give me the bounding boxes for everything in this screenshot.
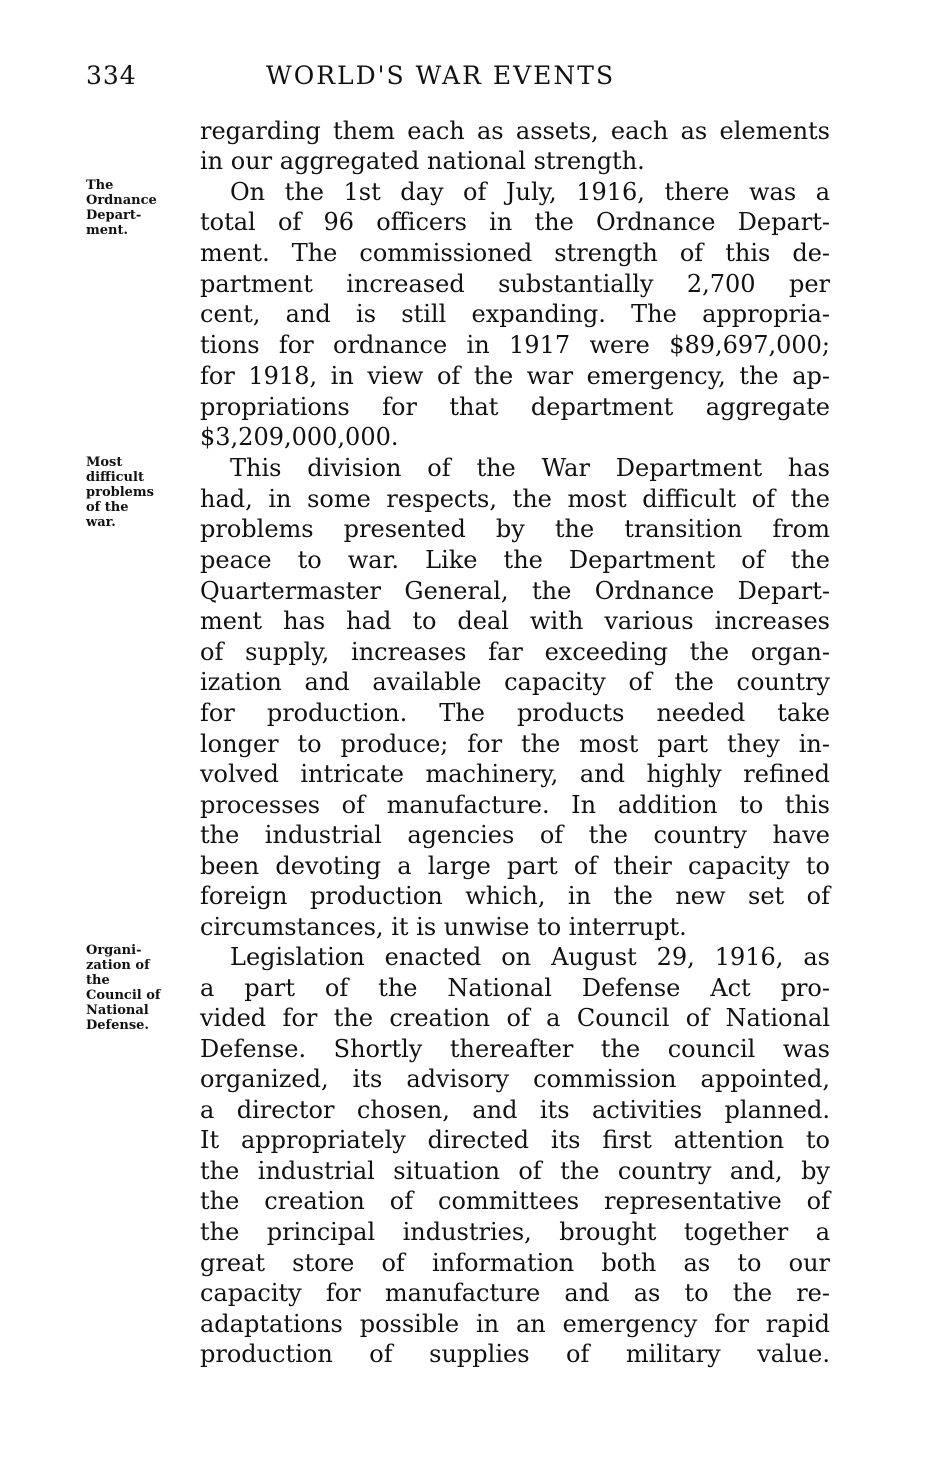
- body-line: had, in some respects, the most difficult of the: [200, 485, 830, 513]
- body-line: Legislation enacted on August 29, 1916, as: [230, 943, 830, 971]
- body-line: propriations for that department aggregate: [200, 393, 830, 421]
- body-line: tions for ordnance in 1917 were $89,697,000;: [200, 331, 830, 359]
- page-number: 334: [86, 61, 137, 90]
- body-line: cent, and is still expanding. The appropria-: [200, 300, 830, 328]
- body-line: On the 1st day of July, 1916, there was a: [230, 178, 830, 206]
- body-line: total of 96 officers in the Ordnance Depart-: [200, 208, 830, 236]
- body-line: peace to war. Like the Department of the: [200, 546, 830, 574]
- body-line: vided for the creation of a Council of National: [200, 1004, 830, 1032]
- margin-note-difficult-problems: Most difficult problems of the war.: [86, 455, 154, 530]
- body-line: organized, its advisory commission appointed,: [200, 1065, 830, 1093]
- page-header: [86, 58, 836, 94]
- body-line: the principal industries, brought together a: [200, 1218, 830, 1246]
- body-line: $3,209,000,000.: [200, 423, 399, 451]
- body-line: adaptations possible in an emergency for rapid: [200, 1310, 830, 1338]
- body-line: Defense. Shortly thereafter the council was: [200, 1035, 830, 1063]
- body-line: capacity for manufacture and as to the re-: [200, 1279, 830, 1307]
- margin-note-council-defense: Organi- zation of the Council of National Defense.: [86, 943, 161, 1033]
- body-line: This division of the War Department has: [230, 454, 830, 482]
- body-line: ment has had to deal with various increases: [200, 607, 830, 635]
- body-line: circumstances, it is unwise to interrupt.: [200, 913, 687, 941]
- running-title: WORLD'S WAR EVENTS: [266, 61, 616, 90]
- body-line: for 1918, in view of the war emergency, the ap-: [200, 362, 830, 390]
- body-line: ization and available capacity of the country: [200, 668, 830, 696]
- body-line: been devoting a large part of their capacity to: [200, 852, 830, 880]
- body-line: partment increased substantially 2,700 per: [200, 270, 830, 298]
- body-line: It appropriately directed its first attention to: [200, 1126, 830, 1154]
- body-line: problems presented by the transition from: [200, 515, 830, 543]
- body-line: foreign production which, in the new set of: [200, 882, 830, 910]
- body-line: regarding them each as assets, each as elements: [200, 117, 830, 145]
- body-line: in our aggregated national strength.: [200, 147, 645, 175]
- body-line: for production. The products needed take: [200, 699, 830, 727]
- body-line: Quartermaster General, the Ordnance Depart-: [200, 577, 830, 605]
- body-line: the industrial agencies of the country have: [200, 821, 830, 849]
- body-line: volved intricate machinery, and highly refined: [200, 760, 830, 788]
- body-line: the industrial situation of the country and, by: [200, 1157, 830, 1185]
- body-line: a part of the National Defense Act pro-: [200, 974, 830, 1002]
- body-line: production of supplies of military value.: [200, 1340, 830, 1368]
- body-line: processes of manufacture. In addition to this: [200, 791, 830, 819]
- body-line: great store of information both as to our: [200, 1249, 830, 1277]
- body-line: the creation of committees representative of: [200, 1187, 830, 1215]
- margin-note-ordnance: The Ordnance Depart- ment.: [86, 178, 157, 238]
- body-line: ment. The commissioned strength of this de-: [200, 239, 830, 267]
- body-line: of supply, increases far exceeding the organ-: [200, 638, 830, 666]
- body-line: a director chosen, and its activities planned.: [200, 1096, 830, 1124]
- body-line: longer to produce; for the most part they in-: [200, 730, 830, 758]
